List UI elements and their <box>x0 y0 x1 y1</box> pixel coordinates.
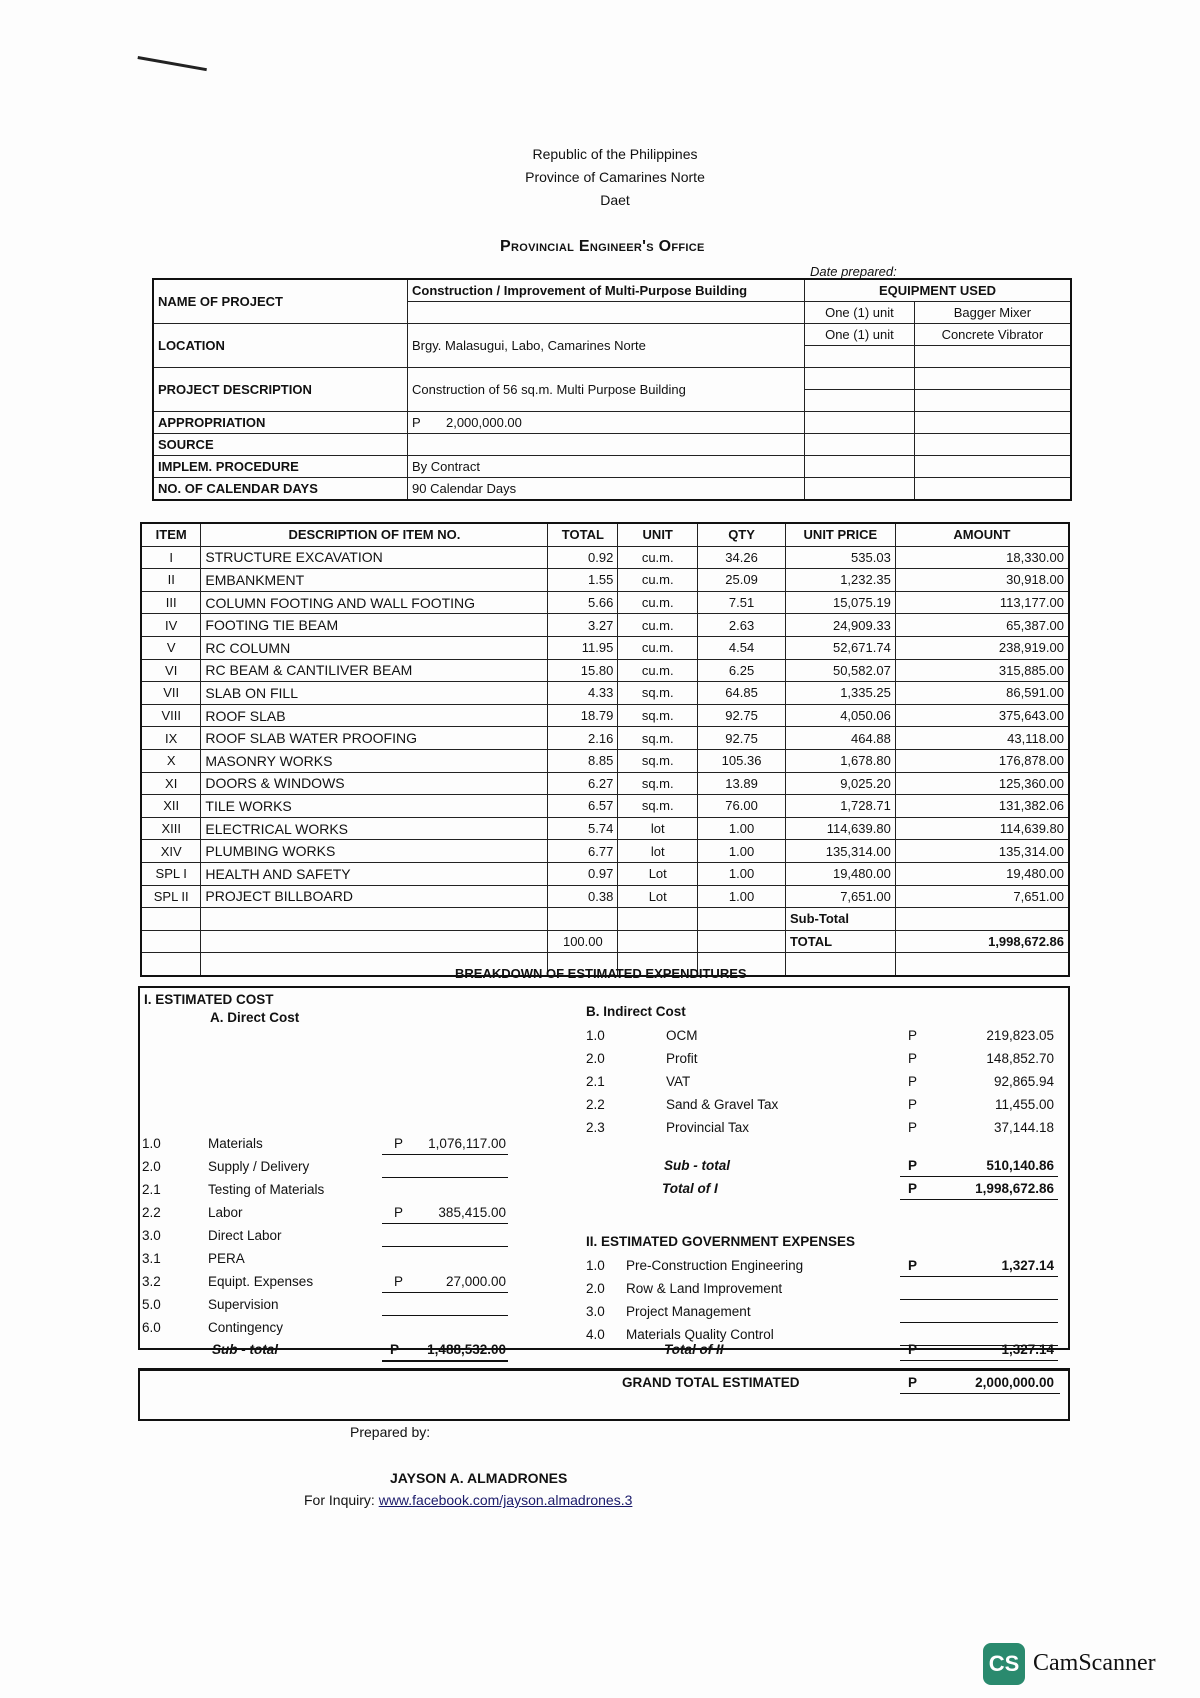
item-percent: 4.33 <box>548 682 618 705</box>
item-number: IX <box>141 727 201 750</box>
percent-total: 100.00 <box>548 930 618 953</box>
total-ii-peso: P <box>908 1342 918 1357</box>
grand-total-line <box>900 1393 1060 1394</box>
item-description: RC COLUMN <box>201 636 548 659</box>
gov-row-peso: P <box>908 1258 918 1273</box>
item-description: PLUMBING WORKS <box>201 840 548 863</box>
item-unit-price: 9,025.20 <box>785 772 895 795</box>
indirect-row-label: Sand & Gravel Tax <box>666 1097 779 1112</box>
item-percent: 0.38 <box>548 885 618 908</box>
item-amount: 125,360.00 <box>895 772 1069 795</box>
item-number: VII <box>141 682 201 705</box>
item-description: ELECTRICAL WORKS <box>201 817 548 840</box>
indirect-row-value: 219,823.05 <box>986 1028 1054 1043</box>
item-unit-price: 535.03 <box>785 546 895 569</box>
item-unit-price: 1,678.80 <box>785 749 895 772</box>
item-unit-price: 52,671.74 <box>785 636 895 659</box>
gov-expenses-title: II. ESTIMATED GOVERNMENT EXPENSES <box>586 1234 856 1249</box>
date-prepared-label: Date prepared: <box>810 264 897 279</box>
header-republic: Republic of the Philippines <box>532 146 698 162</box>
indirect-row-label: VAT <box>666 1074 691 1089</box>
item-percent: 6.57 <box>548 795 618 818</box>
equipment-qty: One (1) unit <box>805 324 915 346</box>
grand-total-band <box>138 1368 1070 1421</box>
total-i-label: Total of I <box>662 1181 718 1196</box>
indirect-row-peso: P <box>908 1120 918 1135</box>
col-description: DESCRIPTION OF ITEM NO. <box>201 523 548 546</box>
indirect-row-value: 37,144.18 <box>993 1120 1054 1135</box>
item-unit: lot <box>618 817 698 840</box>
direct-row-line <box>382 1177 508 1178</box>
item-percent: 1.55 <box>548 569 618 592</box>
breakdown-title: BREAKDOWN OF ESTIMATED EXPENDITURES <box>455 966 747 981</box>
direct-row-line <box>382 1315 508 1316</box>
item-unit: sq.m. <box>618 682 698 705</box>
item-number: I <box>141 546 201 569</box>
table-row <box>141 862 1069 885</box>
inquiry-label: For Inquiry: <box>304 1492 375 1508</box>
item-unit-price: 464.88 <box>785 727 895 750</box>
item-qty: 1.00 <box>698 885 786 908</box>
item-number: II <box>141 569 201 592</box>
total-i-line-bottom <box>900 1199 1058 1200</box>
item-percent: 18.79 <box>548 704 618 727</box>
calendar-days-value: 90 Calendar Days <box>408 478 805 501</box>
item-qty: 76.00 <box>698 795 786 818</box>
item-unit: sq.m. <box>618 772 698 795</box>
item-description: EMBANKMENT <box>201 569 548 592</box>
item-description: MASONRY WORKS <box>201 749 548 772</box>
project-description-label: PROJECT DESCRIPTION <box>153 368 408 412</box>
item-amount: 176,878.00 <box>895 749 1069 772</box>
indirect-row-value: 148,852.70 <box>986 1051 1054 1066</box>
item-number: SPL II <box>141 885 201 908</box>
item-amount: 375,643.00 <box>895 704 1069 727</box>
indirect-row-peso: P <box>908 1028 918 1043</box>
item-unit: sq.m. <box>618 795 698 818</box>
item-amount: 114,639.80 <box>895 817 1069 840</box>
location-value: Brgy. Malasugui, Labo, Camarines Norte <box>408 324 805 368</box>
gov-row-value: 1,327.14 <box>1001 1258 1054 1273</box>
direct-cost-title: A. Direct Cost <box>210 1010 300 1025</box>
table-row <box>141 591 1069 614</box>
direct-row-number: 6.0 <box>142 1320 161 1335</box>
col-unit: UNIT <box>618 523 698 546</box>
item-qty: 25.09 <box>698 569 786 592</box>
gov-row-number: 4.0 <box>586 1327 605 1342</box>
estimated-cost-title: I. ESTIMATED COST <box>144 992 274 1007</box>
table-row <box>141 614 1069 637</box>
item-amount: 18,330.00 <box>895 546 1069 569</box>
item-unit-price: 19,480.00 <box>785 862 895 885</box>
item-unit: lot <box>618 840 698 863</box>
indirect-row-number: 2.0 <box>586 1051 605 1066</box>
equipment-name: Bagger Mixer <box>914 302 1071 324</box>
gov-row-line <box>900 1276 1058 1277</box>
equipment-used-header: EQUIPMENT USED <box>805 279 1071 302</box>
grand-total-label: GRAND TOTAL ESTIMATED <box>622 1375 800 1390</box>
direct-row-number: 2.2 <box>142 1205 161 1220</box>
implem-procedure-value: By Contract <box>408 456 805 478</box>
col-item: ITEM <box>141 523 201 546</box>
source-label: SOURCE <box>153 434 408 456</box>
item-amount: 238,919.00 <box>895 636 1069 659</box>
total-ii-line <box>900 1360 1058 1361</box>
total-i-line-top <box>900 1176 1058 1177</box>
inquiry-line <box>304 1492 632 1508</box>
prepared-by-label: Prepared by: <box>350 1424 431 1440</box>
item-qty: 1.00 <box>698 840 786 863</box>
col-qty: QTY <box>698 523 786 546</box>
total-label: TOTAL <box>785 930 895 953</box>
table-row <box>141 569 1069 592</box>
appropriation-label: APPROPRIATION <box>153 412 408 434</box>
gov-row-line <box>900 1345 1058 1346</box>
item-qty: 1.00 <box>698 862 786 885</box>
direct-row-label: Labor <box>208 1205 243 1220</box>
item-unit: Lot <box>618 862 698 885</box>
total-i-peso: P <box>908 1181 918 1196</box>
calendar-days-label: NO. OF CALENDAR DAYS <box>153 478 408 501</box>
total-value: 1,998,672.86 <box>895 930 1069 953</box>
direct-row-line <box>382 1246 508 1247</box>
item-number: XI <box>141 772 201 795</box>
item-qty: 34.26 <box>698 546 786 569</box>
item-number: SPL I <box>141 862 201 885</box>
direct-row-number: 5.0 <box>142 1297 161 1312</box>
item-amount: 135,314.00 <box>895 840 1069 863</box>
item-amount: 43,118.00 <box>895 727 1069 750</box>
total-ii-label: Total of II <box>664 1342 724 1357</box>
item-unit-price: 1,232.35 <box>785 569 895 592</box>
table-row <box>141 659 1069 682</box>
item-qty: 105.36 <box>698 749 786 772</box>
camscanner-watermark: CamScanner <box>1033 1650 1156 1676</box>
gov-row-label: Row & Land Improvement <box>626 1281 783 1296</box>
item-percent: 0.92 <box>548 546 618 569</box>
indirect-row-value: 92,865.94 <box>993 1074 1054 1089</box>
item-number: XIII <box>141 817 201 840</box>
indirect-subtotal-peso: P <box>908 1158 918 1173</box>
item-unit: cu.m. <box>618 659 698 682</box>
equipment-qty: One (1) unit <box>805 302 915 324</box>
item-percent: 3.27 <box>548 614 618 637</box>
indirect-cost-title: B. Indirect Cost <box>586 1004 686 1019</box>
item-unit: cu.m. <box>618 591 698 614</box>
item-percent: 2.16 <box>548 727 618 750</box>
gov-row-number: 3.0 <box>586 1304 605 1319</box>
table-row <box>141 546 1069 569</box>
scan-artifact <box>135 56 207 85</box>
item-percent: 6.27 <box>548 772 618 795</box>
table-row <box>141 795 1069 818</box>
direct-row-label: Supply / Delivery <box>208 1159 310 1174</box>
item-number: IV <box>141 614 201 637</box>
subtotal-label: Sub-Total <box>785 908 895 931</box>
table-row <box>141 682 1069 705</box>
direct-row-label: Materials <box>208 1136 263 1151</box>
item-number: VI <box>141 659 201 682</box>
indirect-row-label: Provincial Tax <box>666 1120 750 1135</box>
item-unit-price: 114,639.80 <box>785 817 895 840</box>
table-row <box>141 817 1069 840</box>
gov-row-label: Project Management <box>626 1304 751 1319</box>
indirect-row-peso: P <box>908 1051 918 1066</box>
indirect-row-peso: P <box>908 1097 918 1112</box>
item-unit-price: 4,050.06 <box>785 704 895 727</box>
item-unit: sq.m. <box>618 727 698 750</box>
item-description: STRUCTURE EXCAVATION <box>201 546 548 569</box>
name-of-project-value: Construction / Improvement of Multi-Purpose Building <box>408 279 805 302</box>
gov-row-label: Pre-Construction Engineering <box>626 1258 804 1273</box>
item-unit-price: 135,314.00 <box>785 840 895 863</box>
camscanner-logo-icon: CS <box>983 1643 1025 1685</box>
item-qty: 7.51 <box>698 591 786 614</box>
item-qty: 2.63 <box>698 614 786 637</box>
direct-row-number: 3.0 <box>142 1228 161 1243</box>
item-unit: cu.m. <box>618 569 698 592</box>
project-info-table <box>152 278 1072 501</box>
direct-row-peso: P <box>394 1274 404 1289</box>
direct-row-line <box>382 1154 508 1155</box>
table-row <box>141 636 1069 659</box>
item-number: X <box>141 749 201 772</box>
indirect-subtotal-value: 510,140.86 <box>986 1158 1054 1173</box>
office-title: Provincial Engineer's Office <box>500 238 705 255</box>
implem-procedure-label: IMPLEM. PROCEDURE <box>153 456 408 478</box>
item-number: III <box>141 591 201 614</box>
item-number: XIV <box>141 840 201 863</box>
item-unit: Lot <box>618 885 698 908</box>
item-unit-price: 24,909.33 <box>785 614 895 637</box>
item-percent: 8.85 <box>548 749 618 772</box>
item-percent: 15.80 <box>548 659 618 682</box>
direct-row-label: Supervision <box>208 1297 279 1312</box>
item-qty: 13.89 <box>698 772 786 795</box>
item-description: SLAB ON FILL <box>201 682 548 705</box>
item-percent: 5.74 <box>548 817 618 840</box>
item-description: RC BEAM & CANTILIVER BEAM <box>201 659 548 682</box>
direct-row-label: Equipt. Expenses <box>208 1274 314 1289</box>
gov-row-number: 2.0 <box>586 1281 605 1296</box>
direct-subtotal-label: Sub - total <box>212 1342 278 1357</box>
facebook-link[interactable]: www.facebook.com/jayson.almadrones.3 <box>378 1492 633 1508</box>
direct-row-value: 1,076,117.00 <box>428 1136 506 1151</box>
item-amount: 113,177.00 <box>895 591 1069 614</box>
direct-subtotal-line <box>382 1360 508 1362</box>
direct-row-label: PERA <box>208 1251 245 1266</box>
appropriation-value: P 2,000,000.00 <box>408 412 805 434</box>
direct-subtotal-peso: P <box>390 1342 400 1357</box>
direct-row-number: 3.2 <box>142 1274 161 1289</box>
item-number: V <box>141 636 201 659</box>
location-label: LOCATION <box>153 324 408 368</box>
indirect-row-number: 2.1 <box>586 1074 605 1089</box>
table-row <box>141 885 1069 908</box>
item-amount: 86,591.00 <box>895 682 1069 705</box>
item-unit: cu.m. <box>618 636 698 659</box>
item-amount: 19,480.00 <box>895 862 1069 885</box>
gov-row-line <box>900 1299 1058 1300</box>
item-amount: 131,382.06 <box>895 795 1069 818</box>
item-percent: 11.95 <box>548 636 618 659</box>
item-unit-price: 50,582.07 <box>785 659 895 682</box>
direct-row-label: Direct Labor <box>208 1228 282 1243</box>
item-number: VIII <box>141 704 201 727</box>
item-qty: 64.85 <box>698 682 786 705</box>
header-city: Daet <box>600 192 630 208</box>
preparer-name: JAYSON A. ALMADRONES <box>390 1470 568 1486</box>
gov-row-line <box>900 1322 1058 1323</box>
item-description: HEALTH AND SAFETY <box>201 862 548 885</box>
indirect-row-value: 11,455.00 <box>994 1097 1054 1112</box>
item-qty: 4.54 <box>698 636 786 659</box>
direct-row-number: 2.0 <box>142 1159 161 1174</box>
item-qty: 1.00 <box>698 817 786 840</box>
items-table <box>140 522 1070 977</box>
item-percent: 0.97 <box>548 862 618 885</box>
item-unit: sq.m. <box>618 749 698 772</box>
item-unit: cu.m. <box>618 614 698 637</box>
header-province: Province of Camarines Norte <box>525 169 705 185</box>
direct-row-number: 3.1 <box>142 1251 161 1266</box>
gov-row-number: 1.0 <box>586 1258 605 1273</box>
item-unit-price: 15,075.19 <box>785 591 895 614</box>
item-unit-price: 7,651.00 <box>785 885 895 908</box>
item-description: ROOF SLAB <box>201 704 548 727</box>
item-qty: 92.75 <box>698 704 786 727</box>
table-row <box>141 727 1069 750</box>
item-description: PROJECT BILLBOARD <box>201 885 548 908</box>
item-qty: 92.75 <box>698 727 786 750</box>
direct-row-peso: P <box>394 1136 404 1151</box>
indirect-subtotal-label: Sub - total <box>664 1158 730 1173</box>
item-unit: cu.m. <box>618 546 698 569</box>
item-description: TILE WORKS <box>201 795 548 818</box>
equipment-name: Concrete Vibrator <box>914 324 1071 346</box>
grand-total-peso: P <box>908 1375 918 1390</box>
item-description: COLUMN FOOTING AND WALL FOOTING <box>201 591 548 614</box>
table-row <box>141 749 1069 772</box>
table-row <box>141 840 1069 863</box>
name-of-project-label: NAME OF PROJECT <box>153 279 408 324</box>
indirect-row-label: Profit <box>666 1051 698 1066</box>
total-i-value: 1,998,672.86 <box>975 1181 1054 1196</box>
item-amount: 65,387.00 <box>895 614 1069 637</box>
item-description: ROOF SLAB WATER PROOFING <box>201 727 548 750</box>
item-percent: 6.77 <box>548 840 618 863</box>
project-description-value: Construction of 56 sq.m. Multi Purpose Building <box>408 368 805 412</box>
table-row <box>141 772 1069 795</box>
direct-row-number: 1.0 <box>142 1136 161 1151</box>
gov-row-label: Materials Quality Control <box>626 1327 774 1342</box>
indirect-row-number: 2.2 <box>586 1097 605 1112</box>
item-unit: sq.m. <box>618 704 698 727</box>
direct-row-line <box>382 1292 508 1293</box>
breakdown-box <box>138 986 1070 1357</box>
item-percent: 5.66 <box>548 591 618 614</box>
item-amount: 30,918.00 <box>895 569 1069 592</box>
direct-row-peso: P <box>394 1205 404 1220</box>
item-amount: 315,885.00 <box>895 659 1069 682</box>
indirect-row-number: 1.0 <box>586 1028 605 1043</box>
item-unit-price: 1,335.25 <box>785 682 895 705</box>
indirect-row-peso: P <box>908 1074 918 1089</box>
indirect-row-label: OCM <box>666 1028 698 1043</box>
direct-row-line <box>382 1223 508 1224</box>
direct-row-number: 2.1 <box>142 1182 161 1197</box>
direct-row-label: Contingency <box>208 1320 284 1335</box>
direct-subtotal-value: 1,488,532.00 <box>427 1342 506 1357</box>
col-total: TOTAL <box>548 523 618 546</box>
indirect-row-number: 2.3 <box>586 1120 605 1135</box>
direct-row-value: 385,415.00 <box>438 1205 506 1220</box>
item-description: DOORS & WINDOWS <box>201 772 548 795</box>
col-unit-price: UNIT PRICE <box>785 523 895 546</box>
total-ii-value: 1,327.14 <box>1001 1342 1054 1357</box>
item-unit-price: 1,728.71 <box>785 795 895 818</box>
table-row <box>141 704 1069 727</box>
item-description: FOOTING TIE BEAM <box>201 614 548 637</box>
grand-total-value: 2,000,000.00 <box>975 1375 1054 1390</box>
col-amount: AMOUNT <box>895 523 1069 546</box>
item-number: XII <box>141 795 201 818</box>
item-qty: 6.25 <box>698 659 786 682</box>
item-amount: 7,651.00 <box>895 885 1069 908</box>
direct-row-value: 27,000.00 <box>445 1274 506 1289</box>
direct-row-label: Testing of Materials <box>208 1182 325 1197</box>
